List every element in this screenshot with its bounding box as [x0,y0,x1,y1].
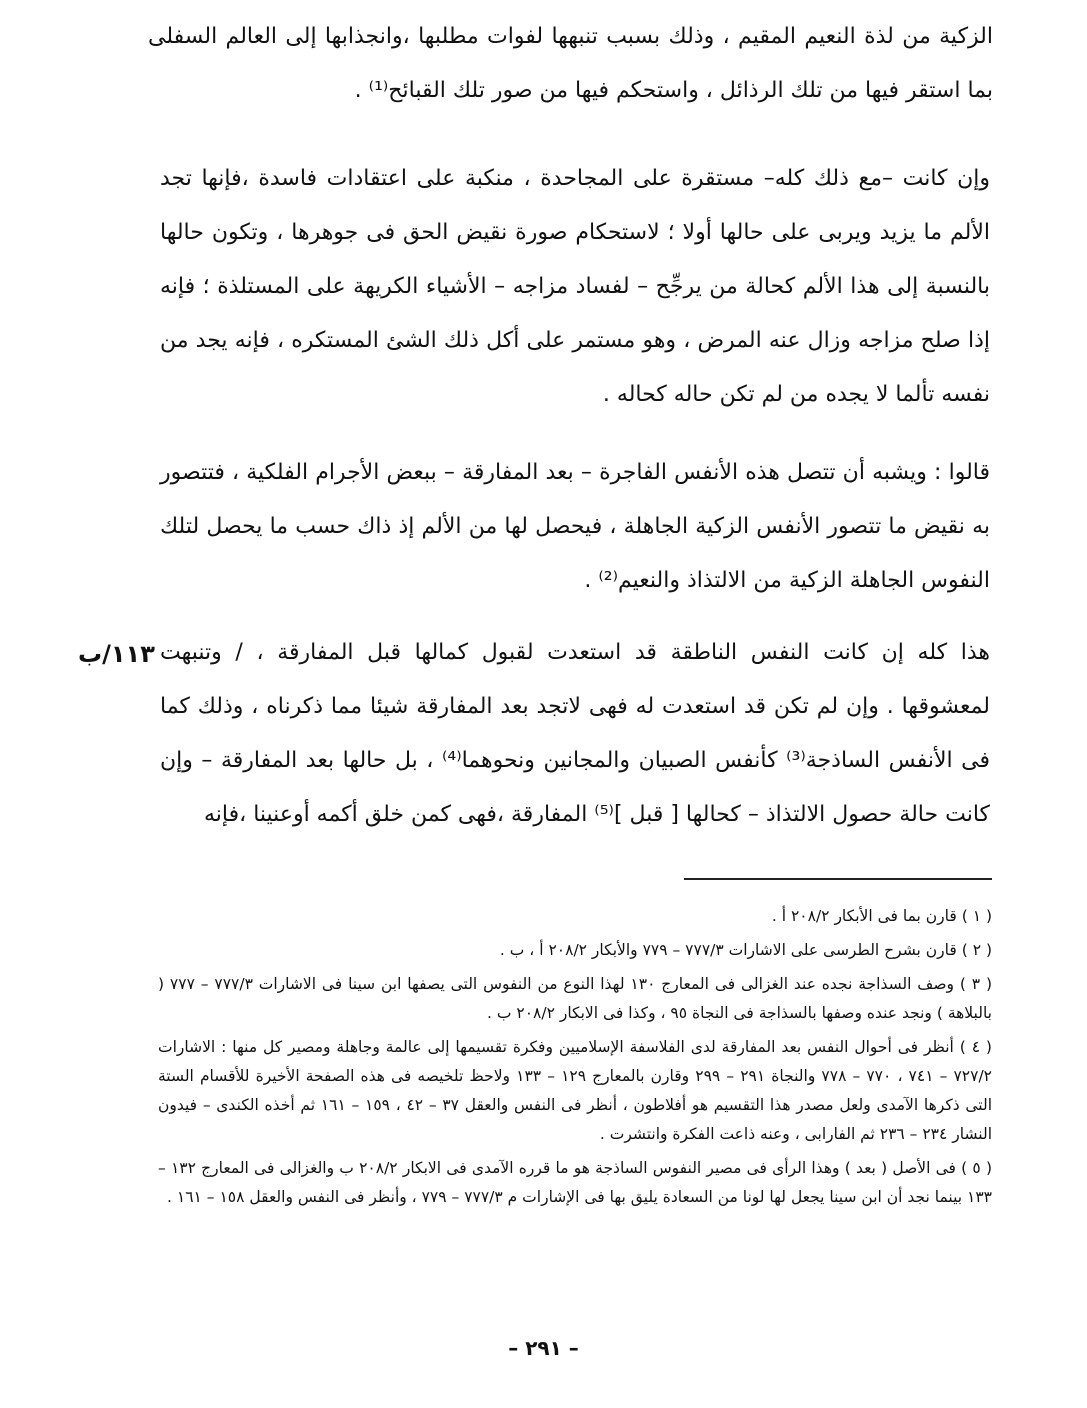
footnote-divider [684,878,992,880]
body-paragraph-1: الزكية من لذة النعيم المقيم ، وذلك بسبب تنبهها لفوات مطلبها ،وانجذابها إلى العالم السفلى بما استقر فيها من تلك الرذائل ، واستحكم فيها من صور تلك القبائح⁽¹⁾ . [148,24,993,103]
footnote-4: ( ٤ ) أنظر فى أحوال النفس بعد المفارقة لدى الفلاسفة الإسلاميين وفكرة تقسيمها إلى عالمة وجاهلة ومصير كل منها : الاشارات ٧٢٧/٢ – ٧٤١ ، ٧٧٠ – ٧٧٨ والنجاة ٢٩١ – ٢٩٩ وقارن بالمعارج ١٢٩ – ١٣٣ ولاحظ تلخيصه فى هذه الصفحة الأخيرة للأقسام الستة التى ذكرها الآمدى ولعل مصدر هذا التقسيم هو أفلاطون ، أنظر فى النفس والعقل ٣٧ – ٤٢ ، ١٥٩ – ١٦١ ثم أخذه الكندى – فيدون النشار ٢٣٤ – ٢٣٦ ثم الفارابى ، وعنه ذاعت الفكرة وانتشرت . [158,1038,993,1143]
body-paragraph-3: قالوا : ويشبه أن تتصل هذه الأنفس الفاجرة – بعد المفارقة – ببعض الأجرام الفلكية ، فتتصور به نقيض ما تتصور الأنفس الزكية الجاهلة ، فيحصل لها من الألم إذ ذاك حسب ما يحصل لتلك النفوس الجاهلة الزكية من الالتذاذ والنعيم⁽²⁾ . [160,460,990,593]
page-number: – ٢٩١ – [508,1336,579,1360]
footnote-3: ( ٣ ) وصف السذاجة نجده عند الغزالى فى المعارج ١٣٠ لهذا النوع من النفوس التى يصفها ابن سينا فى الاشارات ٧٧٧/٣ – ٧٧٧ ( بالبلاهة ) ونجد عنده وصفها بالسذاجة فى النجاة ٩٥ ، وكذا فى الابكار ٢٠٨/٢ ب . [158,975,993,1022]
footnote-1: ( ١ ) قارن بما فى الأبكار ٢٠٨/٢ أ . [771,907,992,925]
footnote-2: ( ٢ ) قارن بشرح الطرسى على الاشارات ٧٧٧/٣ – ٧٧٩ والأبكار ٢٠٨/٢ أ ، ب . [499,941,992,959]
body-paragraph-2: وإن كانت –مع ذلك كله– مستقرة على المجاحدة ، منكبة على اعتقادات فاسدة ،فإنها تجد الألم ما يزيد ويربى على حالها أولا ؛ لاستحكام صورة نقيض الحق فى جوهرها ، وتكون حالها بالنسبة إلى هذا الألم كحالة من يرجِّح – لفساد مزاجه – الأشياء الكريهة على المستلذة ؛ فإنه إذا صلح مزاجه وزال عنه المرض ، وهو مستمر على أكل ذلك الشئ المستكره ، فإنه يجد من نفسه تألما لا يجده من لم تكن حاله كحاله . [160,166,990,407]
folio-margin-note: ١١٣/ب [78,640,155,668]
footnote-5: ( ٥ ) فى الأصل ( بعد ) وهذا الرأى فى مصير النفوس الساذجة هو ما قرره الآمدى فى الابكار ٢٠٨/٢ ب والغزالى فى المعارج ١٣٢ – ١٣٣ بينما نجد أن ابن سينا يجعل لها لونا من السعادة يليق بها فى الإشارات م ٧٧٧/٣ – ٧٧٩ ، وأنظر فى النفس والعقل ١٥٨ – ١٦١ . [158,1159,992,1206]
body-paragraph-4: هذا كله إن كانت النفس الناطقة قد استعدت لقبول كمالها قبل المفارقة ، / وتنبهت لمعشوقها . وإن لم تكن قد استعدت له فهى لاتجد بعد المفارقة شيئا مما ذكرناه ، وذلك كما فى الأنفس الساذجة⁽³⁾ كأنفس الصبيان والمجانين ونحوهما⁽⁴⁾ ، بل حالها بعد المفارقة – وإن كانت حالة حصول الالتذاذ – كحالها [ قبل ]⁽⁵⁾ المفارقة ،فهى كمن خلق أكمه أوعنينا ،فإنه [160,640,990,827]
footnotes [158,902,992,1217]
